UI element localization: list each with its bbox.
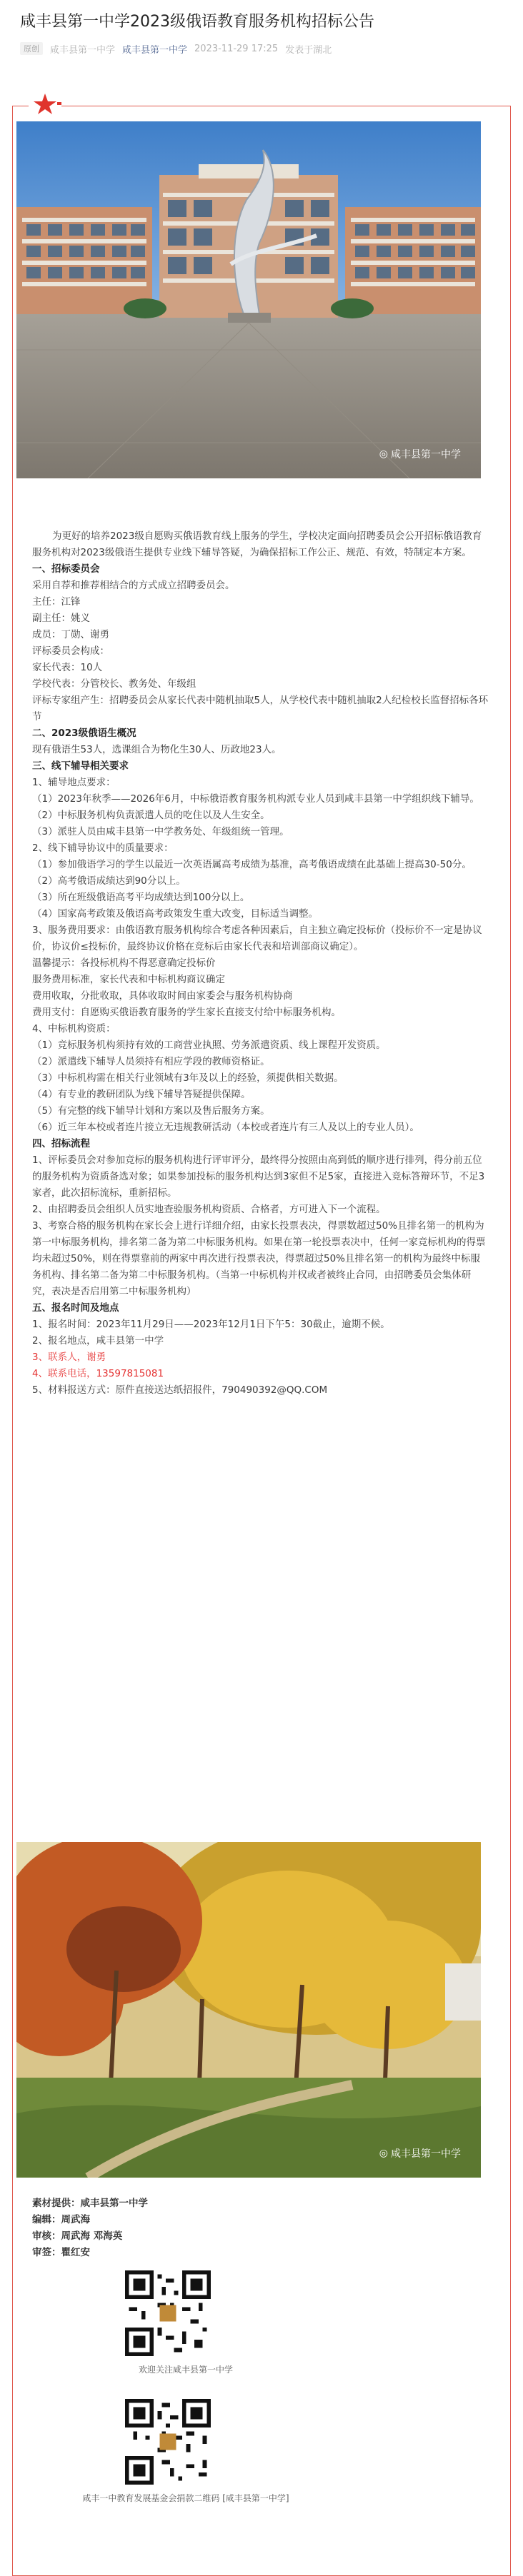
account-link[interactable]: 咸丰县第一中学 bbox=[122, 44, 188, 56]
author-name: 咸丰县第一中学 bbox=[50, 44, 116, 56]
credits bbox=[32, 2195, 489, 2261]
body-paragraph: （4）国家高考政策及俄语高考政策发生重大改变，目标适当调整。 bbox=[32, 908, 319, 920]
body-paragraph: （1）竞标服务机构须持有效的工商营业执照、劳务派遣资质、线上课程开发资质。 bbox=[32, 1040, 386, 1051]
watermark-text: 咸丰县第一中学 bbox=[391, 449, 461, 461]
credit-reviewer: 审核：周武海 邓海英 bbox=[32, 2230, 123, 2242]
body-paragraph: （3）中标机构需在相关行业领域有3年及以上的经验，须提供相关数据。 bbox=[32, 1072, 344, 1084]
body-paragraph: 费用收取，分批收取，具体收取时间由家委会与服务机构协商 bbox=[32, 990, 293, 1002]
credit-approver: 审签：瞿红安 bbox=[32, 2247, 90, 2258]
body-paragraph: 2、线下辅导协议中的质量要求： bbox=[32, 842, 174, 854]
body-paragraph: 服务费用标准，家长代表和中标机构商议确定 bbox=[32, 974, 225, 985]
qr-caption-donation: 咸丰一中教育发展基金会捐款二维码 [咸丰县第一中学] bbox=[82, 2493, 289, 2503]
section-heading: 五、报名时间及地点 bbox=[32, 1302, 119, 1314]
body-paragraph: （5）有完整的线下辅导计划和方案以及售后服务方案。 bbox=[32, 1105, 270, 1117]
section-heading: 三、线下辅导相关要求 bbox=[32, 760, 129, 772]
body-paragraph: （2）中标服务机构负责派遣人员的吃住以及人生安全。 bbox=[32, 810, 270, 821]
section-heading: 二、2023级俄语生概况 bbox=[32, 728, 136, 739]
publish-location: 发表于湖北 bbox=[285, 44, 332, 56]
body-paragraph: 现有俄语生53人，选课组合为物化生30人、历政地23人。 bbox=[32, 744, 282, 755]
qr-code-follow bbox=[125, 2270, 211, 2356]
body-paragraph: 2、报名地点，咸丰县第一中学 bbox=[32, 1335, 164, 1347]
body-paragraph: 费用支付：自愿购买俄语教育服务的学生家长直接支付给中标服务机构。 bbox=[32, 1007, 341, 1018]
watermark bbox=[379, 447, 461, 461]
body-paragraph: 3、服务费用要求：由俄语教育服务机构综合考虑各种因素后，自主独立确定投标价（投标价不一定是协议价，协议价≤投标价，最终协议价格在竞标后由家长代表和培训部商议确定）。 bbox=[32, 925, 482, 952]
article-header bbox=[0, 0, 523, 56]
body-paragraph: （2）高考俄语成绩达到90分以上。 bbox=[32, 875, 186, 887]
body-paragraph: 副主任：姚义 bbox=[32, 613, 90, 624]
body-paragraph: 温馨提示：各投标机构不得恶意确定投标价 bbox=[32, 957, 216, 969]
body-paragraph: 评标委员会构成： bbox=[32, 645, 109, 657]
watermark-text: 咸丰县第一中学 bbox=[391, 2148, 461, 2160]
body-paragraph: 5、材料报送方式：原件直接送达纸招报件，790490392@QQ.COM bbox=[32, 1384, 328, 1396]
section-heading: 一、招标委员会 bbox=[32, 563, 100, 575]
watermark bbox=[379, 2146, 461, 2160]
article-meta bbox=[20, 41, 503, 56]
body-paragraph: 成员：丁勋、谢勇 bbox=[32, 629, 109, 640]
school-building-photo bbox=[16, 121, 481, 478]
wechat-icon: ◎ bbox=[379, 2148, 388, 2159]
body-paragraph: 2、由招聘委员会组织人员实地查验服务机构资质、合格者，方可进入下一个流程。 bbox=[32, 1204, 386, 1215]
article-title: 咸丰县第一中学2023级俄语教育服务机构招标公告 bbox=[20, 13, 374, 31]
article-body bbox=[32, 528, 489, 1399]
credit-source: 素材提供：咸丰县第一中学 bbox=[32, 2198, 148, 2209]
body-paragraph: 主任：江锋 bbox=[32, 596, 81, 608]
qr-code-donation bbox=[125, 2399, 211, 2485]
body-paragraph: 采用自荐和推荐相结合的方式成立招聘委员会。 bbox=[32, 580, 235, 591]
body-paragraph: （3）所在班级俄语高考平均成绩达到100分以上。 bbox=[32, 892, 250, 903]
body-paragraph: （1）参加俄语学习的学生以最近一次英语属高考成绩为基准，高考俄语成绩在此基础上提高30-50分。 bbox=[32, 859, 472, 870]
qr-caption-follow: 欢迎关注咸丰县第一中学 bbox=[138, 2365, 233, 2375]
body-paragraph: （1）2023年秋季——2026年6月，中标俄语教育服务机构派专业人员到咸丰县第一中学组织线下辅导。 bbox=[32, 793, 479, 805]
star-icon bbox=[29, 92, 61, 116]
publish-datetime: 2023-11-29 17:25 bbox=[194, 43, 279, 54]
body-paragraph: 家长代表：10人 bbox=[32, 662, 103, 673]
body-paragraph: 3、考察合格的服务机构在家长会上进行详细介绍，由家长投票表决，得票数超过50%且排名第一的机构为第一中标服务机构，排名第二备为第二中标服务机构。如果在第一轮投票表决中，任何一家竞标机构的得票均未超过50%，则在得票靠前的两家中再次进行投票表决，得票超过50%且排名第一的机构为最终中标服务机构、排名第二备为第二中标服务机构。（当第一中标机构并权或者被终止合同，由招聘委员会集体研究，表决是否启用第二中标服务机构） bbox=[32, 1220, 486, 1297]
credit-editor: 编辑：周武海 bbox=[32, 2214, 90, 2225]
body-paragraph: 3、联系人，谢勇 bbox=[32, 1352, 106, 1363]
original-badge: 原创 bbox=[20, 42, 43, 55]
body-paragraph: 学校代表：分管校长、教务处、年级组 bbox=[32, 678, 196, 690]
wechat-icon: ◎ bbox=[379, 448, 388, 460]
body-paragraph: 评标专家组产生：招聘委员会从家长代表中随机抽取5人，从学校代表中随机抽取2人纪检校长监督招标各环节 bbox=[32, 695, 489, 723]
body-paragraph: （4）有专业的教研团队为线下辅导答疑提供保障。 bbox=[32, 1089, 251, 1100]
body-paragraph: （3）派驻人员由咸丰县第一中学教务处、年级组统一管理。 bbox=[32, 826, 289, 837]
body-paragraph: （6）近三年本校或者连片接立无违规教研活动（本校或者连片有三人及以上的专业人员）。 bbox=[32, 1122, 419, 1133]
body-paragraph: 4、中标机构资质： bbox=[32, 1023, 116, 1035]
body-paragraph: 为更好的培养2023级自愿购买俄语教育线上服务的学生，学校决定面向招聘委员会公开招标俄语教育服务机构对2023级俄语生提供专业线下辅导答疑，为确保招标工作公正、规范、有效，特制定本方案。 bbox=[32, 530, 482, 558]
body-paragraph: （2）派遣线下辅导人员须持有相应学段的教师资格证。 bbox=[32, 1056, 270, 1067]
body-paragraph: 1、报名时间：2023年11月29日——2023年12月1日下午5：30截止，逾期不候。 bbox=[32, 1319, 390, 1330]
body-paragraph: 1、评标委员会对参加竞标的服务机构进行评审评分，最终得分按照由高到低的顺序进行排列，得分前五位的服务机构为资质备选对象；如果参加投标的服务机构达到3家但不足5家，直接进入竞标答辩环节，不足3家者，此次招标流标，重新招标。 bbox=[32, 1154, 485, 1199]
autumn-campus-photo bbox=[16, 1842, 481, 2178]
body-paragraph: 4、联系电话，13597815081 bbox=[32, 1368, 164, 1379]
body-paragraph: 1、辅导地点要求： bbox=[32, 777, 116, 788]
section-heading: 四、招标流程 bbox=[32, 1138, 90, 1149]
